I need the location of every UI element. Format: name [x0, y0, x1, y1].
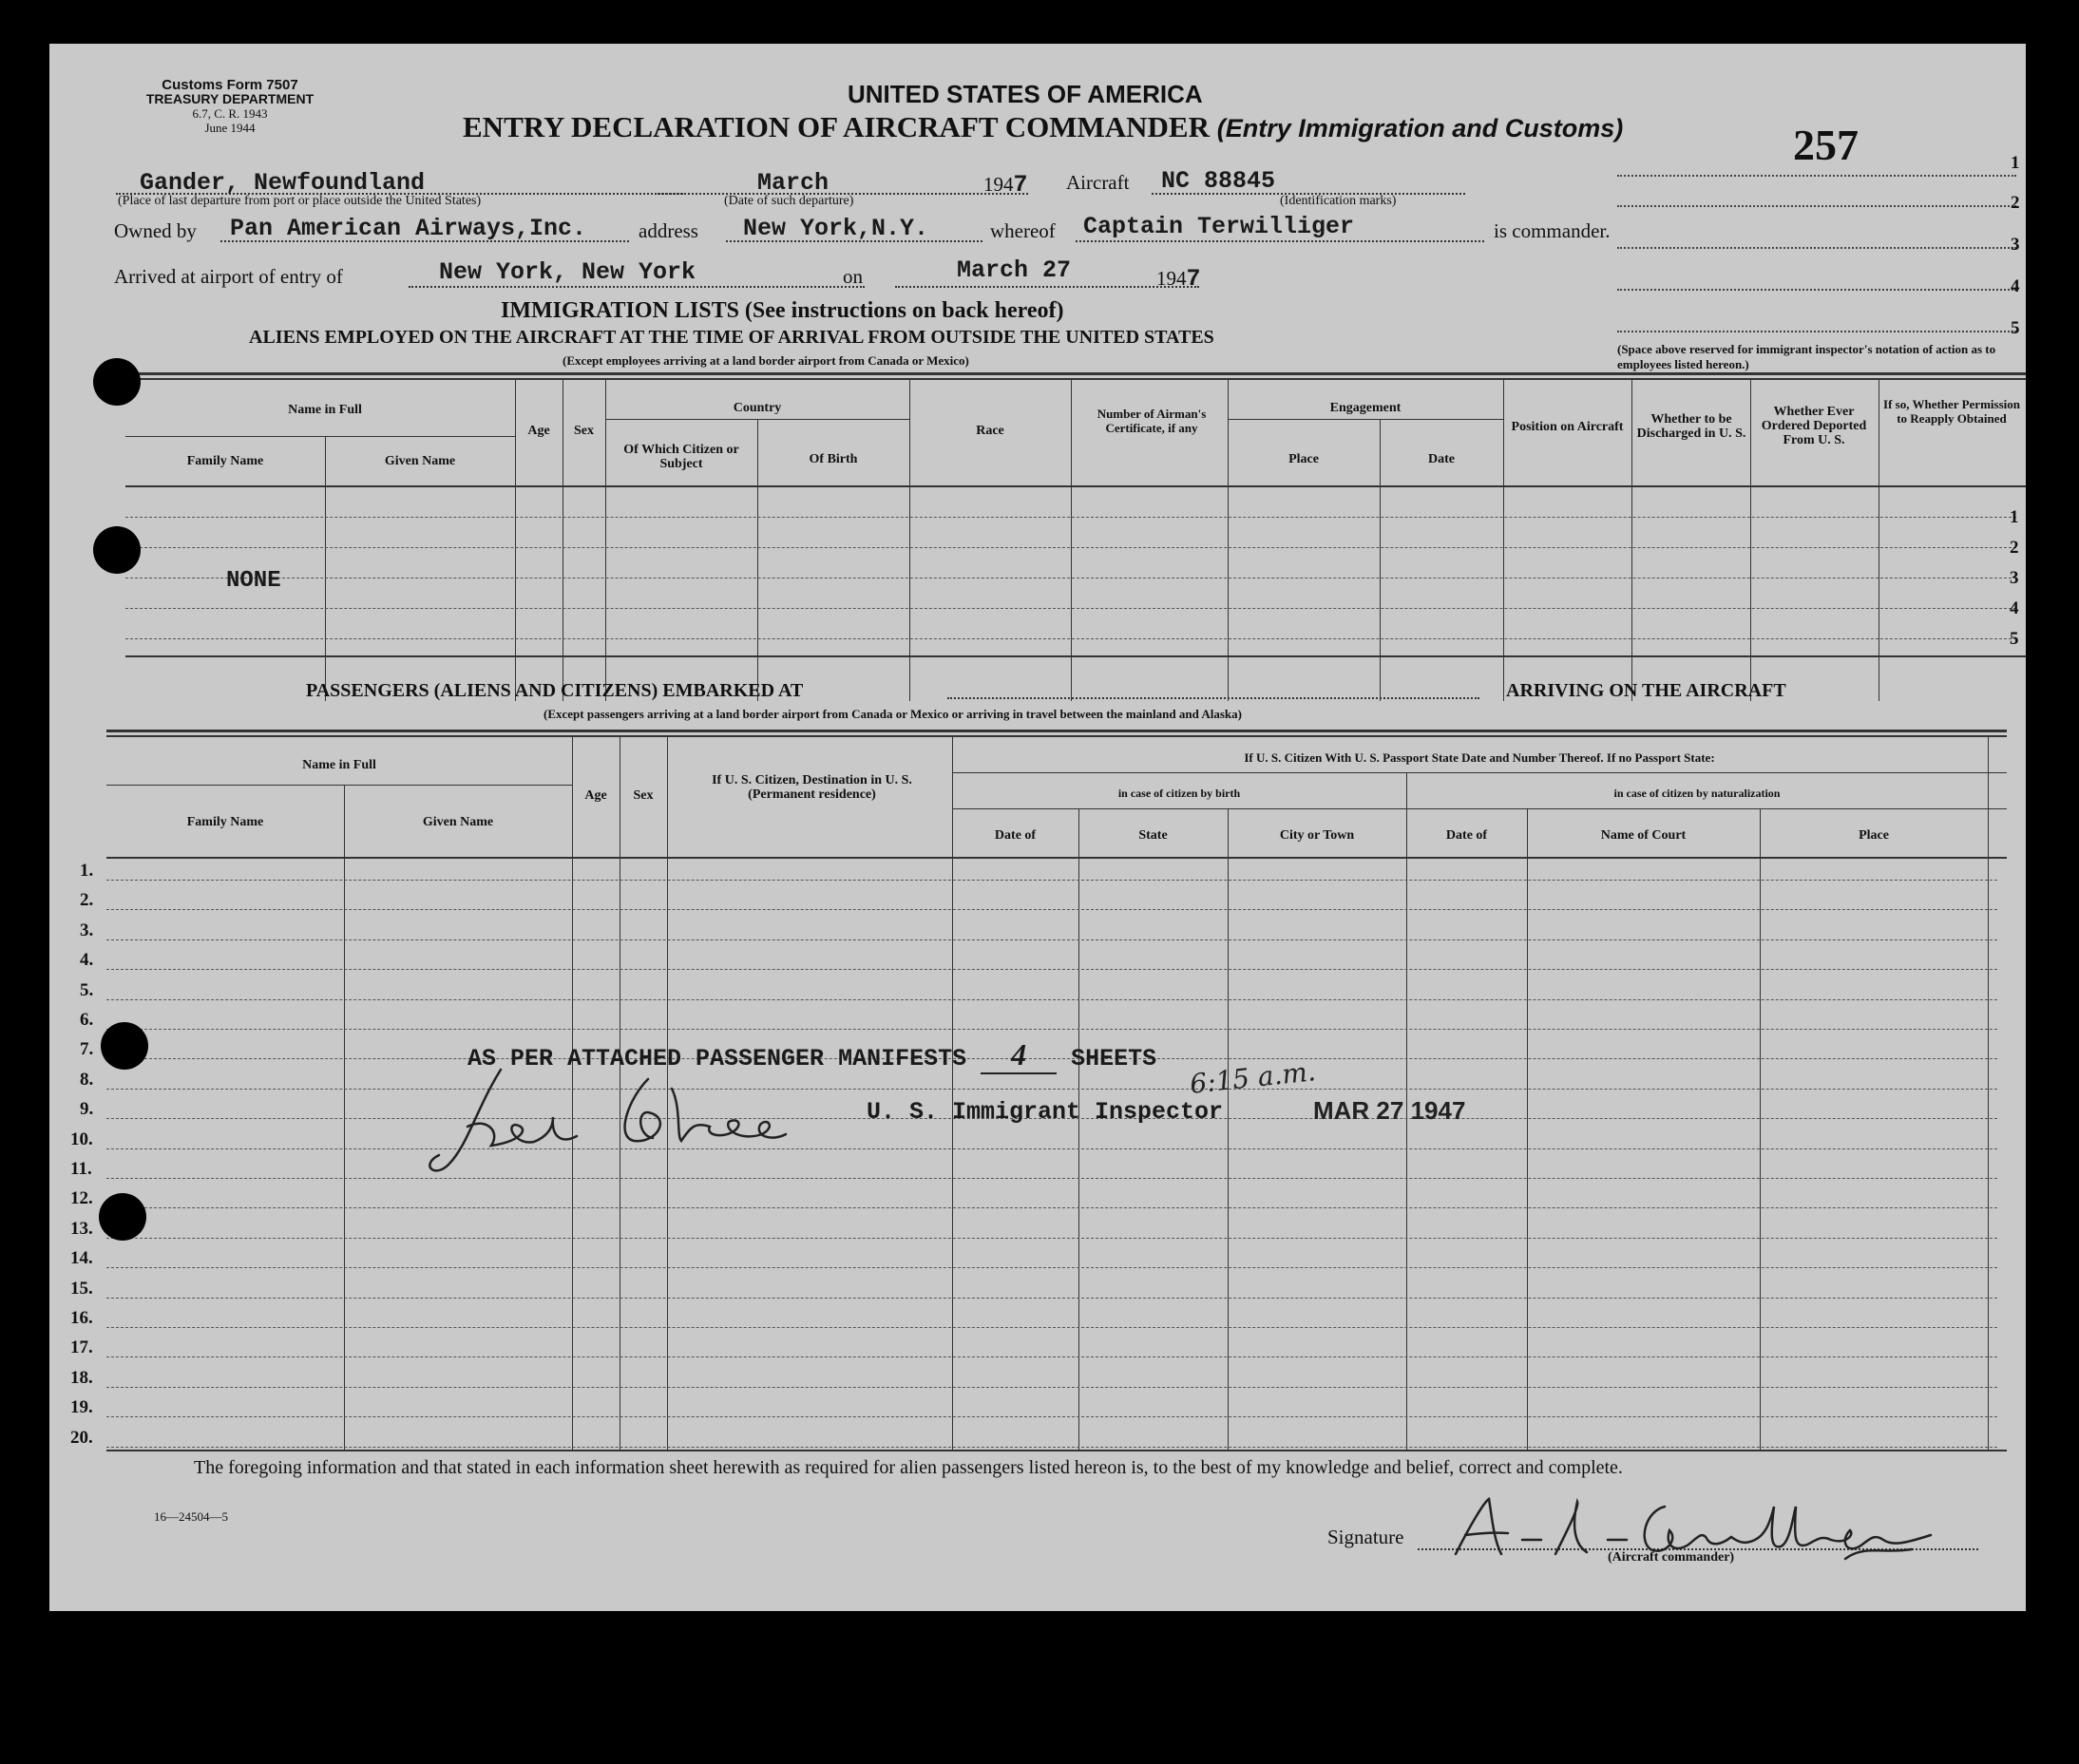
- departure-date-caption: (Date of such departure): [724, 194, 854, 208]
- imm-row-num: 3: [2010, 568, 2019, 588]
- notation-line: [1617, 205, 2016, 207]
- imm-h-age: Age: [527, 424, 550, 438]
- imm-h-sex: Sex: [574, 424, 594, 438]
- inspector-title: U. S. Immigrant Inspector: [867, 1098, 1224, 1126]
- form-title: [463, 110, 1623, 144]
- passenger-row: [106, 939, 1997, 940]
- imm-col: [325, 436, 326, 701]
- commander-name: Captain Terwilliger: [1083, 213, 1355, 240]
- passenger-row: [106, 1416, 1997, 1417]
- immigration-header-bottom: [125, 485, 2026, 487]
- binder-hole: [101, 1022, 148, 1070]
- passenger-row-num: 14.: [70, 1248, 93, 1268]
- imm-row-line: [125, 638, 2016, 639]
- manifest-text-a: AS PER ATTACHED PASSENGER MANIFESTS: [467, 1045, 967, 1072]
- pass-col: [1988, 735, 1989, 1450]
- pass-h-city: City or Town: [1279, 828, 1355, 843]
- imm-row-num: 1: [2010, 507, 2019, 527]
- pass-h-name: Name in Full: [302, 758, 376, 772]
- binder-hole: [99, 1193, 146, 1241]
- immigration-entry: NONE: [226, 568, 281, 594]
- pass-h-by-birth: in case of citizen by birth: [1117, 787, 1241, 800]
- passenger-row: [106, 1298, 1997, 1299]
- imm-col: [1503, 378, 1504, 701]
- pass-h-family: Family Name: [186, 815, 264, 829]
- imm-row-num: 2: [2010, 538, 2019, 558]
- pass-passport-divider: [952, 772, 2007, 773]
- passenger-row-num: 6.: [80, 1010, 94, 1030]
- pass-h-court: Name of Court: [1600, 828, 1687, 843]
- departure-place: Gander, Newfoundland: [140, 169, 426, 197]
- imm-col: [1750, 378, 1751, 701]
- pass-col: [344, 785, 345, 1450]
- pass-h-sex: Sex: [633, 788, 654, 803]
- imm-row-line: [125, 608, 2016, 609]
- passenger-row: [106, 880, 1997, 881]
- notation-note: (Space above reserved for immigrant inspector's notation of action as to employees listed hereon.): [1617, 342, 1996, 371]
- imm-col: [1631, 378, 1632, 701]
- imm-h-birth: Of Birth: [809, 452, 858, 466]
- passenger-row-num: 16.: [70, 1308, 93, 1328]
- pass-h-by-naturalization: in case of citizen by naturalization: [1613, 787, 1781, 800]
- departure-year: [983, 171, 1028, 199]
- pass-h-destination: If U. S. Citizen, Destination in U. S. (Permanent residence): [712, 773, 912, 802]
- passenger-row-num: 8.: [80, 1070, 94, 1090]
- pass-h-passport: If U. S. Citizen With U. S. Passport State Date and Number Thereof. If no Passport State:: [1244, 750, 1715, 765]
- passenger-row: [106, 1387, 1997, 1388]
- imm-name-divider: [125, 436, 515, 437]
- address-line: [726, 240, 982, 242]
- passenger-row-num: 10.: [70, 1129, 93, 1149]
- imm-h-citizen: Of Which Citizen or Subject: [623, 443, 739, 471]
- imm-h-airman: Number of Airman's Certificate, if any: [1097, 407, 1207, 435]
- notation-line: [1617, 175, 2016, 177]
- arrival-place: New York, New York: [439, 258, 696, 286]
- serial-number: 257: [1793, 121, 1859, 169]
- notation-num: 3: [2011, 235, 2020, 255]
- regulation: 6.7, C. R. 1943: [192, 106, 268, 121]
- passengers-title: PASSENGERS (ALIENS AND CITIZENS) EMBARKED AT: [306, 680, 804, 701]
- passengers-title-right: ARRIVING ON THE AIRCRAFT: [1506, 680, 1786, 701]
- passenger-row: [106, 969, 1997, 970]
- imm-h-date: Date: [1428, 452, 1455, 466]
- notation-num: 4: [2011, 276, 2020, 296]
- departure-year-prefix: 194: [983, 173, 1014, 196]
- passenger-row-num: 18.: [70, 1368, 93, 1388]
- passenger-row: [106, 999, 1997, 1000]
- departure-year-digit: 7: [1013, 171, 1028, 199]
- passenger-row-num: 17.: [70, 1337, 93, 1357]
- passenger-row: [106, 1267, 1997, 1268]
- notation-line: [1617, 289, 2016, 291]
- passenger-row: [106, 1327, 1997, 1328]
- imm-row-num: 5: [2010, 629, 2019, 649]
- immigration-table-bottom: [125, 655, 2026, 657]
- imm-h-family: Family Name: [186, 454, 264, 468]
- pass-birth-divider: [952, 808, 2007, 809]
- pass-h-nat-date: Date of: [1445, 828, 1488, 843]
- passenger-row: [106, 1207, 1997, 1208]
- pass-col: [1228, 808, 1229, 1450]
- imm-h-engagement: Engagement: [1329, 401, 1402, 415]
- is-commander-label: is commander.: [1494, 219, 1611, 242]
- address-label: address: [639, 219, 698, 242]
- commander-line: [1076, 240, 1484, 242]
- immigration-subtitle: ALIENS EMPLOYED ON THE AIRCRAFT AT THE TIME OF ARRIVAL FROM OUTSIDE THE UNITED STATES: [249, 327, 1214, 348]
- form-number-block: [144, 78, 315, 135]
- pass-h-age: Age: [584, 788, 607, 803]
- arrival-date: March 27: [957, 256, 1072, 284]
- departure-month: March: [757, 169, 830, 197]
- passenger-row-num: 1.: [80, 861, 94, 881]
- imm-row-num: 4: [2010, 598, 2019, 618]
- imm-col: [1071, 378, 1072, 701]
- immigration-table-top2: [97, 378, 2026, 380]
- notation-num: 5: [2011, 318, 2020, 338]
- pass-table-bottom: [106, 1450, 2007, 1451]
- imm-h-country: Country: [733, 401, 782, 415]
- binder-hole: [93, 526, 141, 574]
- immigration-table-top: [97, 372, 2026, 375]
- imm-col: [1228, 378, 1229, 701]
- passenger-row: [106, 1089, 1997, 1090]
- inspector-time: 6:15 a.m.: [1188, 1055, 1318, 1100]
- department: TREASURY DEPARTMENT: [145, 91, 315, 106]
- passenger-row: [106, 1029, 1997, 1030]
- passenger-row: [106, 1238, 1997, 1239]
- notation-num: 1: [2011, 153, 2020, 173]
- passenger-row-num: 19.: [70, 1397, 93, 1417]
- owner-line: [220, 240, 629, 242]
- pass-table-top: [106, 730, 2007, 732]
- passenger-row-num: 11.: [70, 1159, 92, 1179]
- passenger-row: [106, 1447, 1997, 1448]
- pass-h-state: State: [1138, 828, 1168, 843]
- binder-hole: [93, 358, 141, 406]
- manifest-count: 4: [981, 1037, 1057, 1074]
- arrival-year-digit: 7: [1186, 265, 1201, 293]
- inspector-stamp: MAR 27 1947: [1313, 1096, 1466, 1125]
- pass-h-birth-date: Date of: [994, 828, 1037, 843]
- owned-by-label: Owned by: [114, 219, 197, 242]
- pass-col: [1760, 808, 1761, 1450]
- pass-h-place: Place: [1859, 828, 1889, 843]
- aircraft-id: NC 88845: [1161, 167, 1276, 195]
- inspector-signature: [410, 1051, 848, 1193]
- pass-col: [1527, 808, 1528, 1450]
- passenger-row-num: 20.: [70, 1428, 93, 1448]
- departure-place-caption: (Place of last departure from port or place outside the United States): [118, 194, 482, 208]
- immigration-title: IMMIGRATION LISTS (See instructions on back hereof): [501, 298, 1064, 323]
- notation-line: [1617, 331, 2016, 332]
- country-heading: UNITED STATES OF AMERICA: [848, 80, 1203, 108]
- arrival-date-line: [895, 286, 1199, 288]
- form-sheet: [49, 44, 2026, 1611]
- embarked-at-line: [947, 697, 1479, 699]
- owner-name: Pan American Airways,Inc.: [230, 215, 587, 242]
- imm-col: [605, 378, 606, 701]
- pass-h-given: Given Name: [422, 815, 494, 829]
- form-title-paren: (Entry Immigration and Customs): [1216, 114, 1624, 142]
- manifest-text-b: SHEETS: [1071, 1045, 1157, 1072]
- pass-name-divider: [106, 785, 572, 786]
- notation-num: 2: [2011, 193, 2020, 213]
- notation-line: [1617, 247, 2016, 249]
- passenger-row-num: 4.: [80, 950, 94, 970]
- imm-h-name: Name in Full: [288, 403, 362, 417]
- imm-row-line: [125, 578, 2016, 579]
- passenger-row-num: 12.: [70, 1188, 93, 1208]
- imm-h-position: Position on Aircraft: [1511, 420, 1624, 434]
- passenger-row-num: 9.: [80, 1099, 94, 1119]
- passengers-note: (Except passengers arriving at a land border airport from Canada or Mexico or arriving in travel between the mainland and Alaska): [544, 707, 1242, 721]
- passenger-row-num: 13.: [70, 1219, 93, 1239]
- arrival-place-line: [409, 286, 865, 288]
- print-code: 16—24504—5: [154, 1509, 228, 1524]
- declaration-text: The foregoing information and that stated in each information sheet herewith as required for alien passengers listed hereon is, to the best of my knowledge and belief, correct and complete.: [194, 1457, 1623, 1478]
- aircraft-id-caption: (Identification marks): [1280, 194, 1397, 208]
- arrival-year: [1156, 265, 1201, 293]
- passenger-row-num: 2.: [80, 890, 94, 910]
- imm-h-discharged: Whether to be Discharged in U. S.: [1636, 412, 1746, 441]
- passenger-row-num: 15.: [70, 1279, 93, 1299]
- signature-label: Signature: [1327, 1526, 1404, 1548]
- imm-h-deported: Whether Ever Ordered Deported From U. S.: [1761, 405, 1867, 447]
- arrival-label: Arrived at airport of entry of: [114, 265, 343, 288]
- form-title-main: ENTRY DECLARATION OF AIRCRAFT COMMANDER: [463, 110, 1210, 143]
- arrival-year-prefix: 194: [1156, 267, 1187, 290]
- form-number: Customs Form 7507: [162, 77, 298, 93]
- passenger-row: [106, 1178, 1997, 1179]
- aircraft-label: Aircraft: [1066, 171, 1130, 194]
- passenger-row-num: 7.: [80, 1039, 94, 1059]
- arrival-on-label: on: [843, 265, 863, 288]
- pass-table-top2: [106, 735, 2007, 737]
- passenger-row: [106, 1356, 1997, 1357]
- owner-address: New York,N.Y.: [743, 215, 929, 242]
- signature-caption: (Aircraft commander): [1608, 1550, 1735, 1565]
- imm-row-line: [125, 547, 2016, 548]
- passenger-row-num: 5.: [80, 980, 94, 1000]
- imm-engagement-divider: [1228, 419, 1503, 420]
- imm-h-race: Race: [976, 424, 1004, 438]
- passenger-row-num: 3.: [80, 920, 94, 940]
- imm-row-line: [125, 517, 2016, 518]
- imm-h-reapply: If so, Whether Permission to Reapply Obtained: [1883, 397, 2020, 426]
- commander-signature: [1437, 1488, 1978, 1573]
- imm-h-given: Given Name: [384, 454, 456, 468]
- form-date: June 1944: [204, 121, 256, 135]
- imm-h-place: Place: [1288, 452, 1319, 466]
- passenger-row: [106, 909, 1997, 910]
- pass-col: [1078, 808, 1079, 1450]
- passenger-row: [106, 1148, 1997, 1149]
- pass-header-bottom: [106, 857, 2007, 859]
- whereof-label: whereof: [990, 219, 1056, 242]
- immigration-note: (Except employees arriving at a land border airport from Canada or Mexico): [563, 353, 969, 368]
